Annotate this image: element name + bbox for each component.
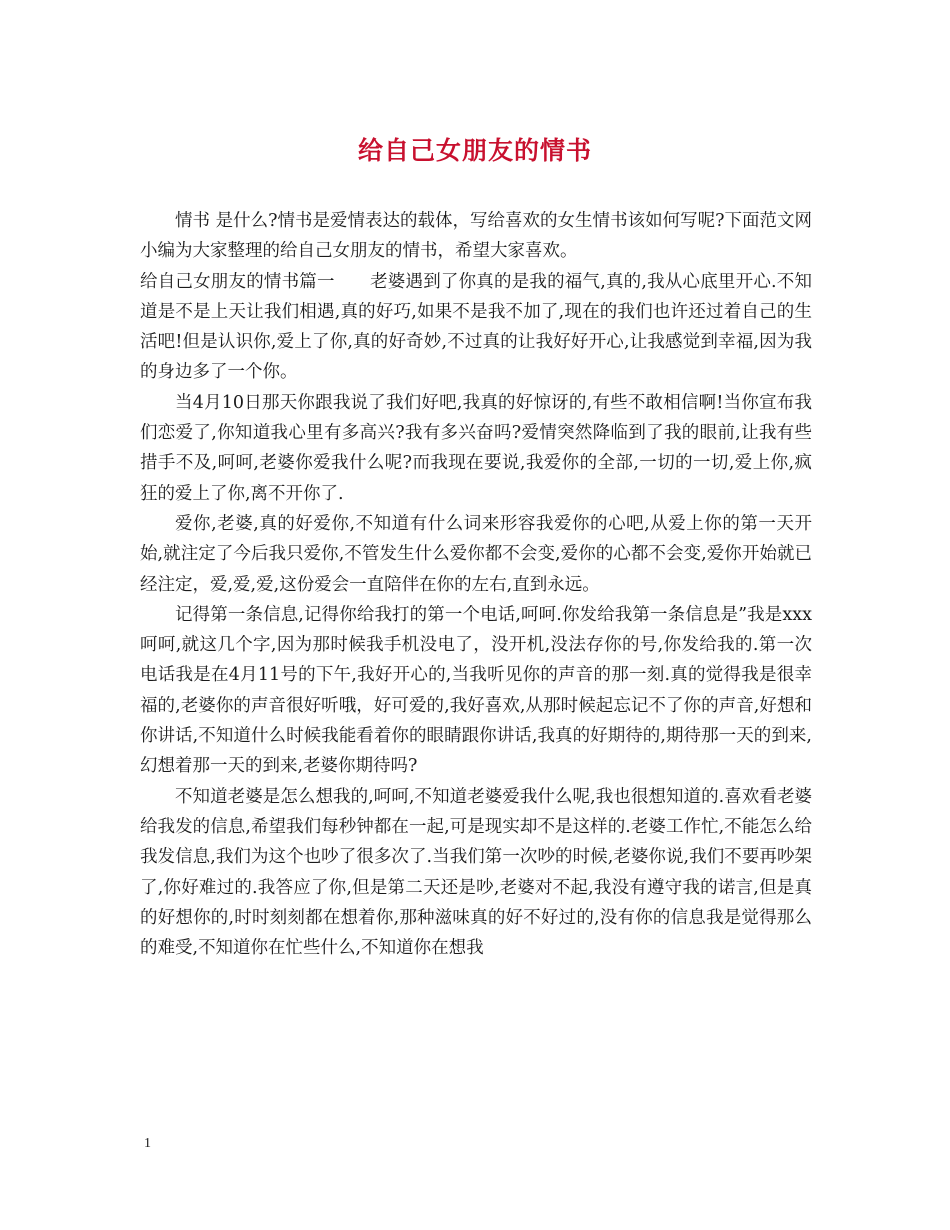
paragraph: 爱你,老婆,真的好爱你,不知道有什么词来形容我爱你的心吧,从爱上你的第一天开始,就注定了今后我只爱你,不管发生什么爱你都不会变,爱你的心都不会变,爱你开始就已经注定，爱,爱,爱,这份爱会一直陪伴在你的左右,直到永远。 bbox=[140, 513, 812, 595]
paragraph: 不知道老婆是怎么想我的,呵呵,不知道老婆爱我什么呢,我也很想知道的.喜欢看老婆给我发的信息,希望我们每秒钟都在一起,可是现实却不是这样的.老婆工作忙,不能怎么给我发信息,我们为这个也吵了很多次了.当我们第一次吵的时候,老婆你说,我们不要再吵架了,你好难过的.我答应了你,但是第二天还是吵,老婆对不起,我没有遵守我的诺言,但是真的好想你的,时时刻刻都在想着你,那种滋味真的好不好过的,没有你的信息我是觉得那么的难受,不知道你在忙些什么,不知道你在想我 bbox=[140, 786, 812, 959]
document-title: 给自己女朋友的情书 bbox=[357, 136, 592, 165]
paragraph: 当4月10日那天你跟我说了我们好吧,我真的好惊讶的,有些不敢相信啊!当你宣布我们恋爱了,你知道我心里有多高兴?我有多兴奋吗?爱情突然降临到了我的眼前,让我有些措手不及,呵呵,老婆你爱我什么呢?而我现在要说,我爱你的全部,一切的一切,爱上你,疯狂的爱上了你,离不开你了. bbox=[140, 392, 812, 504]
document-body bbox=[140, 206, 812, 963]
page-number: 1 bbox=[144, 1136, 151, 1151]
paragraph-intro: 情书 是什么?情书是爱情表达的载体，写给喜欢的女生情书该如何写呢?下面范文网小编为大家整理的给自己女朋友的情书，希望大家喜欢。 bbox=[140, 211, 812, 262]
paragraph: 记得第一条信息,记得你给我打的第一个电话,呵呵.你发给我第一条信息是”我是xxx呵呵,就这几个字,因为那时候我手机没电了，没开机,没法存你的号,你发给我的.第一次电话我是在4月11号的下午,我好开心的,当我听见你的声音的那一刻.真的觉得我是很幸福的,老婆你的声音很好听哦，好可爱的,我好喜欢,从那时候起忘记不了你的声音,好想和你讲话,不知道什么时候我能看着你的眼睛跟你讲话,我真的好期待的,期待那一天的到来,幻想着那一天的到来,老婆你期待吗? bbox=[140, 604, 812, 777]
paragraph-section-one: 给自己女朋友的情书篇一 老婆遇到了你真的是我的福气,真的,我从心底里开心.不知道是不是上天让我们相遇,真的好巧,如果不是我不加了,现在的我们也许还过着自己的生活吧!但是认识你,爱上了你,真的好奇妙,不过真的让我好好开心,让我感觉到幸福,因为我的身边多了一个你。 bbox=[140, 271, 812, 383]
